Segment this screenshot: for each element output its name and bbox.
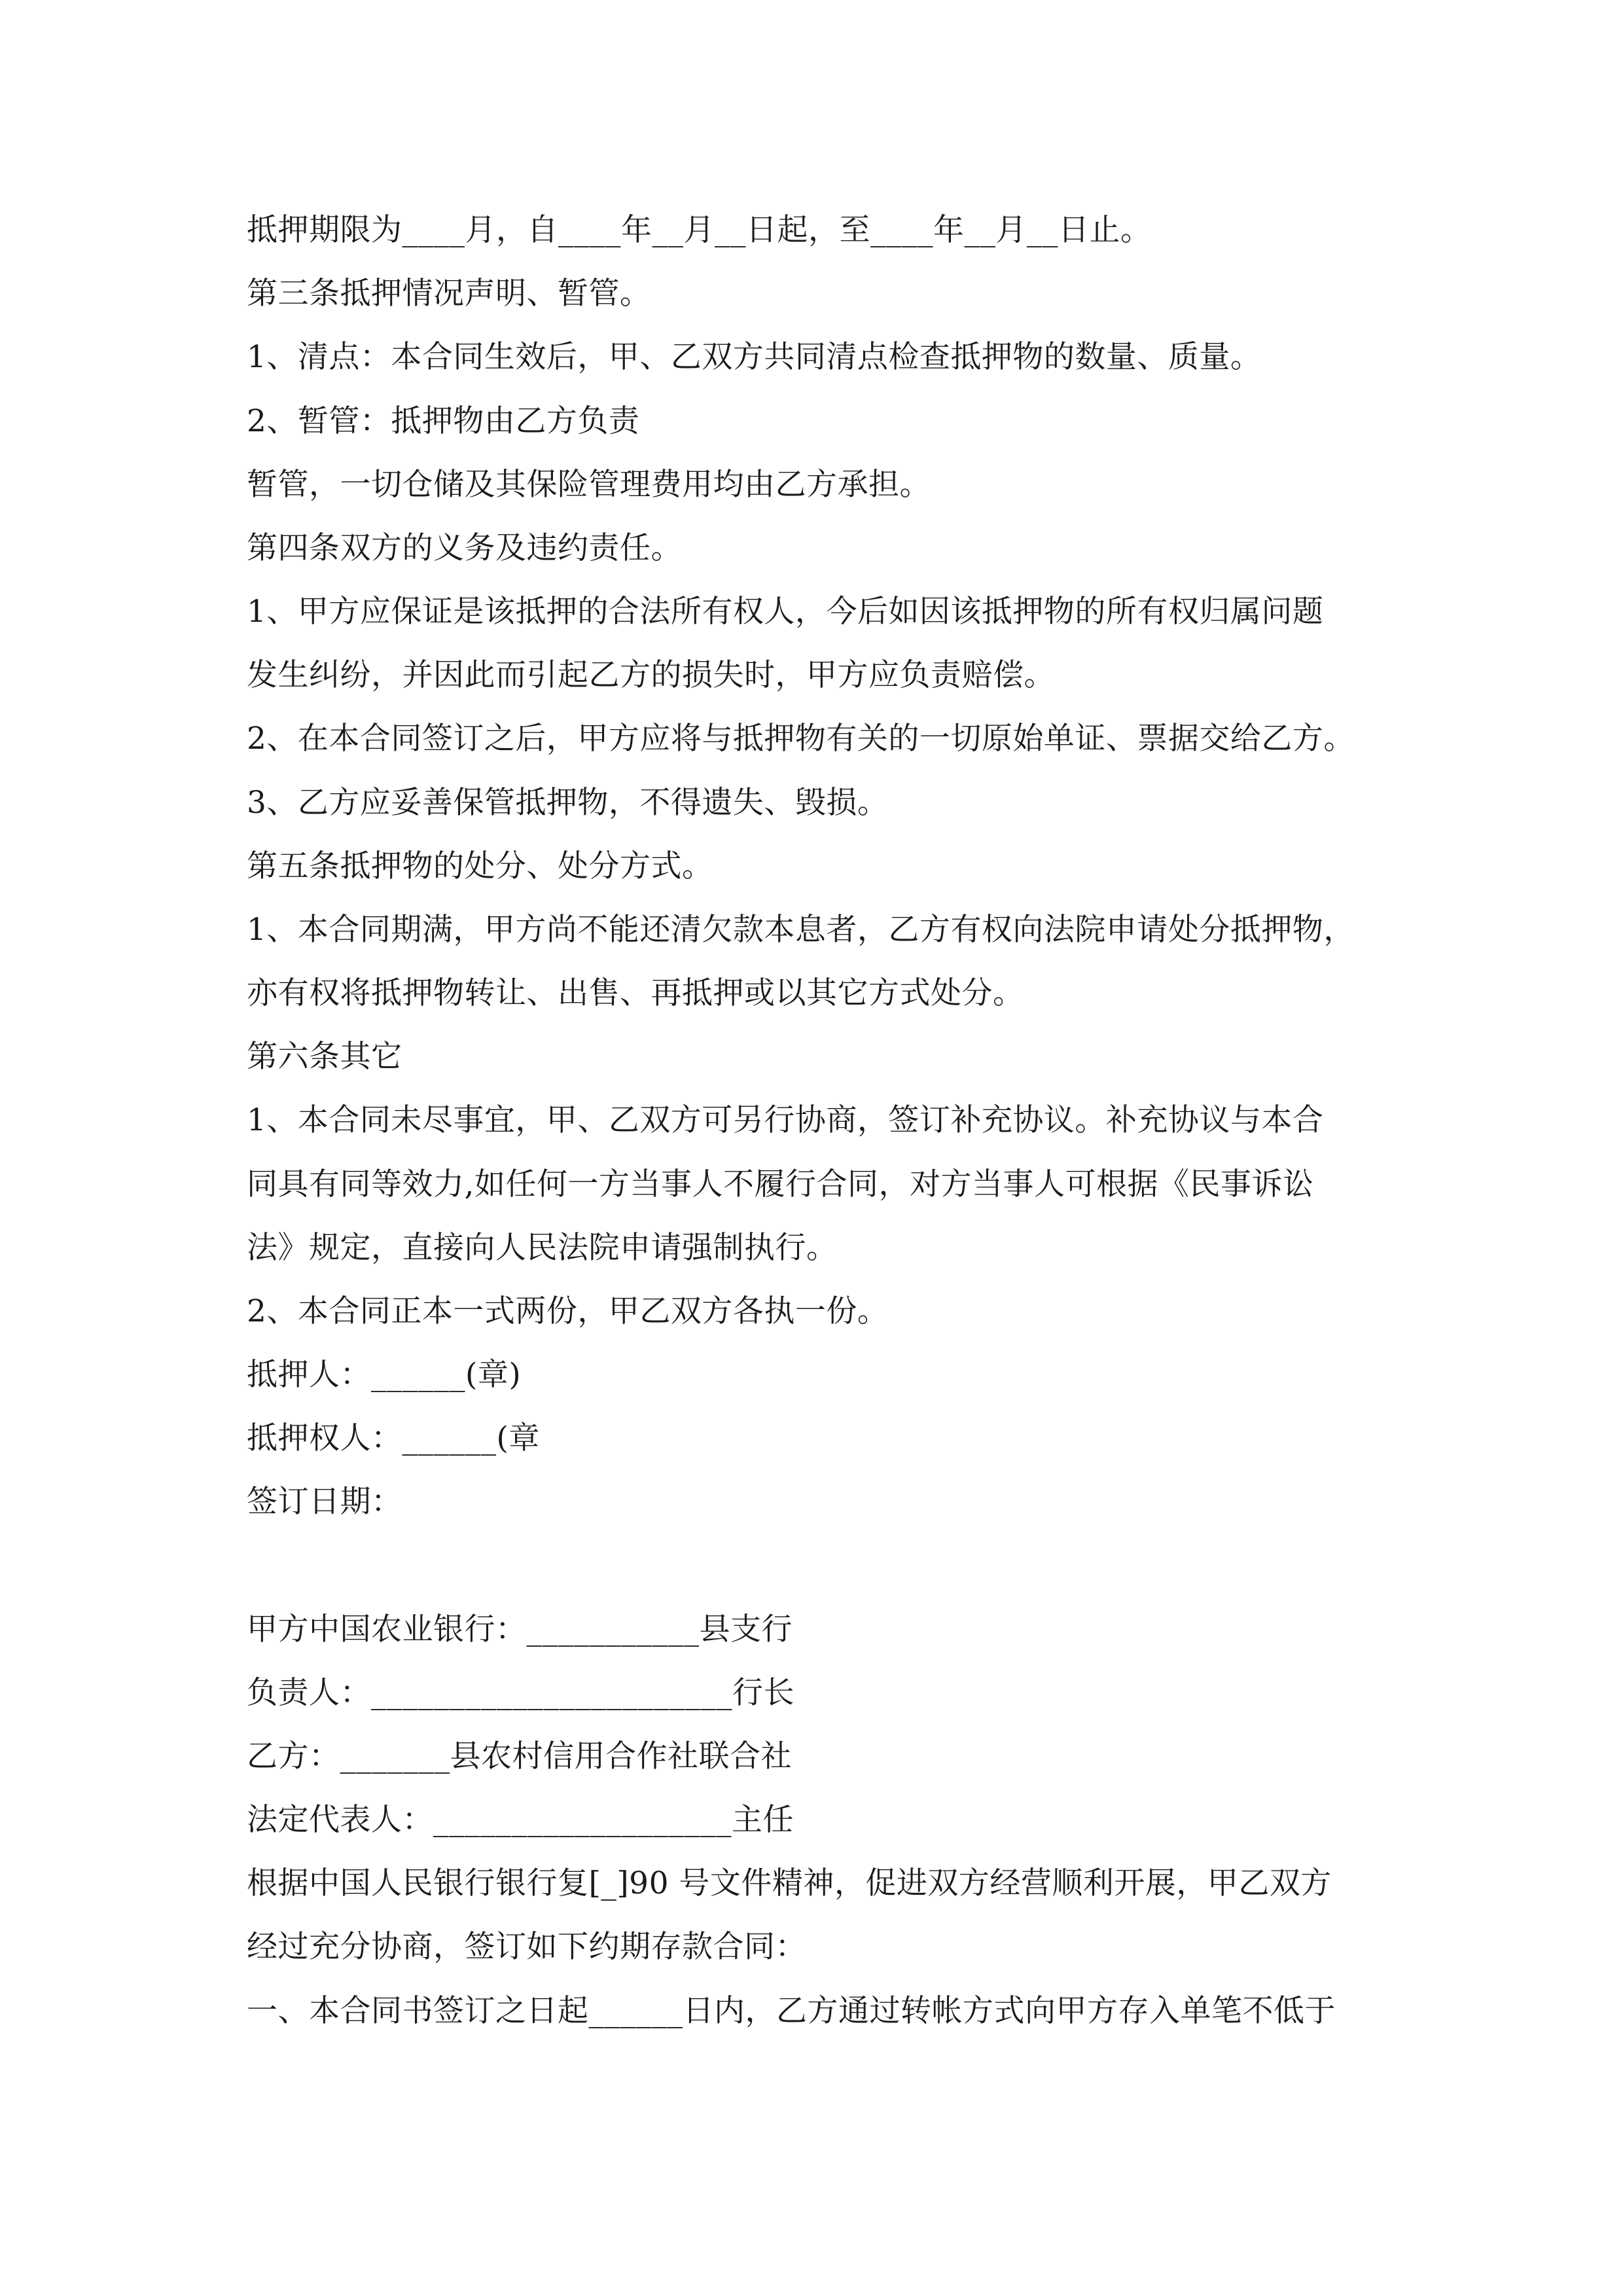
clause-4-1: 1、甲方应保证是该抵押的合法所有权人，今后如因该抵押物的所有权归属问题 — [247, 594, 1324, 630]
clause-4-1-cont: 发生纠纷，并因此而引起乙方的损失时，甲方应负责赔偿。 — [247, 657, 1055, 693]
party-a-bank: 甲方中国农业银行：___________县支行 — [247, 1611, 793, 1647]
clause-6-1-cont: 同具有同等效力,如任何一方当事人不履行合同，对方当事人可根据《民事诉讼 — [247, 1166, 1314, 1202]
article-3-heading: 第三条抵押情况声明、暂管。 — [247, 276, 651, 312]
legal-representative: 法定代表人：___________________主任 — [247, 1802, 794, 1838]
clause-3-2: 2、暂管：抵押物由乙方负责 — [247, 403, 640, 439]
clause-6-2: 2、本合同正本一式两份，甲乙双方各执一份。 — [247, 1293, 889, 1329]
preamble-cont: 经过充分协商，签订如下约期存款合同： — [247, 1929, 806, 1965]
mortgagor-signature: 抵押人：______(章) — [247, 1357, 522, 1393]
article-6-heading: 第六条其它 — [247, 1039, 402, 1075]
clause-3-2-cont: 暂管，一切仓储及其保险管理费用均由乙方承担。 — [247, 467, 931, 503]
signing-date: 签订日期： — [247, 1484, 402, 1520]
clause-3-1: 1、清点：本合同生效后，甲、乙双方共同清点检查抵押物的数量、质量。 — [247, 339, 1262, 375]
mortgagee-signature: 抵押权人：______(章 — [247, 1420, 540, 1456]
preamble: 根据中国人民银行银行复[_]90 号文件精神，促进双方经营顺利开展，甲乙双方 — [247, 1865, 1332, 1901]
clause-one: 一、本合同书签订之日起______日内，乙方通过转帐方式向甲方存入单笔不低于 — [247, 1993, 1336, 2029]
article-5-heading: 第五条抵押物的处分、处分方式。 — [247, 848, 713, 884]
clause-6-1: 1、本合同未尽事宜，甲、乙双方可另行协商，签订补充协议。补充协议与本合 — [247, 1102, 1324, 1138]
clause-4-3: 3、乙方应妥善保管抵押物，不得遗失、毁损。 — [247, 785, 889, 821]
party-b-cooperative: 乙方：_______县农村信用合作社联合社 — [247, 1738, 792, 1774]
mortgage-term-line: 抵押期限为____月，自____年__月__日起，至____年__月__日止。 — [247, 212, 1152, 248]
clause-5-1: 1、本合同期满，甲方尚不能还清欠款本息者，乙方有权向法院申请处分抵押物， — [247, 912, 1355, 948]
clause-5-1-cont: 亦有权将抵押物转让、出售、再抵押或以其它方式处分。 — [247, 975, 1024, 1011]
clause-6-1-cont-2: 法》规定，直接向人民法院申请强制执行。 — [247, 1230, 838, 1266]
article-4-heading: 第四条双方的义务及违约责任。 — [247, 530, 682, 566]
clause-4-2: 2、在本合同签订之后，甲方应将与抵押物有关的一切原始单证、票据交给乙方。 — [247, 721, 1355, 757]
responsible-person: 负责人：_______________________行长 — [247, 1675, 794, 1711]
